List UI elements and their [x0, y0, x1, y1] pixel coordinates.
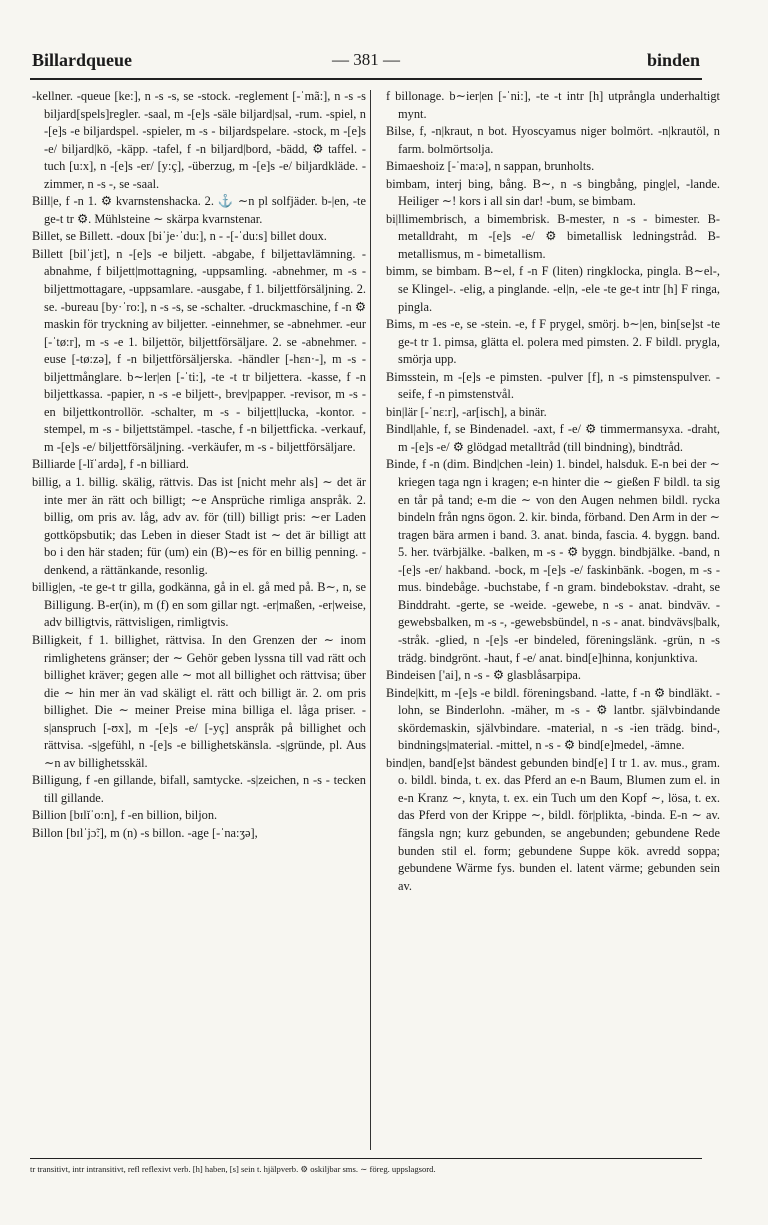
dictionary-entry: bin|lär [-ˈnɛ:r], -ar[isch], a binär. — [386, 404, 547, 419]
dictionary-entry: Billiarde [-lǐˈardə], f -n billiard. — [32, 457, 189, 472]
footer-rule — [30, 1158, 702, 1159]
page-header — [32, 50, 700, 80]
dictionary-entry: bimbam, interj bing, bång. B∼, n -s bingbång, ping|el, -lande. Heiliger ∼! kors i all sin dar! -bum, se bimbam. — [386, 176, 720, 209]
dictionary-entry: Billett [bilˈjɛt], n -[e]s -e biljett. -abgabe, f biljettavlämning. -abnahme, f biljett|mottagning, -uppsamling. -abnehmer, m -s - biljettmottagare, -uppsamlare. -ausgabe, f 1. biljettförsäljning. 2. se. -bureau [by·ˈro:], n -s -s, se -schalter. -druckmaschine, f -n ⚙ maskin för tryckning av biljetter. -einnehmer, se -abnehmer. -eur [-ˈtø:r], m -s -e 1. biljettör, biljettförsäljare. 2. se -abnehmer. -euse [-tø:zə], f -n biljettförsäljerska. -händler [-hɛn·-], m -s - biljettmånglare. b∼ler|en [-ˈti:], -te -t tr biljettera. -kasse, f -n biljettkassa. -papier, n -s -e biljett-, brev|papper. -revisor, m -s -en biljettkontrollör. -schalter, m -s - biljett|lucka, -kontor. -stempel, m -s - biljettstämpel. -tasche, f -n biljettficka. -verkauf, m -[e]s -e/ biljettförsäljning. -verkäufer, m -s - biljettförsäljare. — [32, 246, 366, 454]
left-column — [32, 88, 366, 843]
dictionary-entry: Bimaeshoiz [-ˈma:ə], n sappan, brunholts. — [386, 159, 595, 174]
abbreviation-legend: tr transitivt, intr intransitivt, refl reflexivt verb. [h] haben, [s] sein t. hjälpverb. ⚙ oskiljbar sms. ∼ föreg. uppslagsord. — [30, 1164, 436, 1174]
dictionary-entry: Bilse, f, -n|kraut, n bot. Hyoscyamus niger bolmört. -n|krautöl, n farm. bolmörtsolja. — [386, 124, 720, 156]
dictionary-entry: bimm, se bimbam. B∼el, f -n F (liten) ringklocka, pingla. B∼el-, se Klingel-. -elig, a pinglande. -el|n, -ele -te ge-t intr [h] F ringa, pingla. — [386, 264, 720, 314]
dictionary-entry: bi|llimembrisch, a bimembrisk. B-mester, n -s - bimester. B-metalldraht, m -[e]s -e/ ⚙ bimetallisk ledningstråd. B-metallismus, m - bimetallism. — [386, 211, 720, 261]
dictionary-entry: Billon [bɪlˈjɔ̃:], m (n) -s billon. -age [-ˈna:ʒə], — [32, 825, 258, 840]
dictionary-entry: Billigkeit, f 1. billighet, rättvisa. In den Grenzen der ∼ inom rimlighetens gränser; der ∼ Gehör geben lyssna till vad rätt och billighet kräver; gegen alle ∼ mot all billighet och rättvisa; über die ∼ hin mer än vad skäligt el. rätt och billigt är. 2. om pris billighet. Die ∼ meiner Preise mina billiga el. låga priser. -s|anspruch [-ʊx], m -[e]s -e/ [-yç] anspråk på billighet och rättvisa. -s|gefühl, n -[e]s -e billighetskänsla. -s|gründe, pl. Aus ∼n av billighetsskäl. — [32, 632, 366, 770]
page-number: — 381 — — [332, 50, 400, 69]
dictionary-entry: Bindeisen ['ai], n -s - ⚙ glasblåsarpipa. — [386, 668, 582, 683]
dictionary-entry: Bindl|ahle, f, se Bindenadel. -axt, f -e/ ⚙ timmermansyxa. -draht, m -[e]s -e/ ⚙ glödgad metalltråd (till bindning), bindtråd. — [386, 422, 720, 454]
dictionary-entry: billig|en, -te ge-t tr gilla, godkänna, gå in el. gå med på. B∼, n, se Billigung. B-er(in), m (f) en som gillar ngt. -er|maßen, -er|weise, adv billigtvis, rättvisligen, rimligtvis. — [32, 580, 366, 630]
header-guide-word-left: Billardqueue — [32, 50, 133, 70]
dictionary-entry: Billion [bɪlǐˈo:n], f -en billion, biljon. — [32, 808, 218, 823]
header-rule — [30, 78, 702, 80]
dictionary-entry: Bims, m -es -e, se -stein. -e, f F prygel, smörj. b∼|en, bin[se]st -te ge-t tr 1. pimsa, glätta el. polera med pimsten. 2. F bildl. prygla, smörja upp. — [386, 317, 720, 367]
dictionary-entry: Billigung, f -en gillande, bifall, samtycke. -s|zeichen, n -s - tecken till gillande. — [32, 773, 366, 805]
dictionary-entry: Billet, se Billett. -doux [biˈje·ˈdu:], n - -[-ˈdu:s] billet doux. — [32, 229, 327, 244]
column-divider — [370, 90, 371, 1150]
right-column — [386, 88, 720, 895]
dictionary-entry: Bill|e, f -n 1. ⚙ kvarnstenshacka. 2. ⚓ ∼n pl solfjäder. b-|en, -te ge-t tr ⚙. Mühlsteine ∼ skärpa kvarnstenar. — [32, 194, 366, 226]
dictionary-entry: Bimsstein, m -[e]s -e pimsten. -pulver [f], n -s pimstenspulver. -seife, f -n pimstenstvål. — [386, 369, 720, 402]
dictionary-entry: f billonage. b∼ier|en [-ˈni:], -te -t intr [h] utprångla underhaltigt mynt. — [386, 89, 720, 121]
dictionary-entry: billig, a 1. billig. skälig, rättvis. Das ist [nicht mehr als] ∼ det är inte mer än rätt och billigt; ∼e Ansprüche rimliga anspråk. 2. billig, om pris av. låg, adv av. för (till) billigt pris: ∼er Laden gottköpsbutik; das Leben in dieser Stadt ist ∼ det är billigt att bo i den här staden; für (um) ein (B)∼es för en billig penning. -denkend, a rättänkande, resonlig. — [32, 475, 366, 577]
dictionary-entry: Binde|kitt, m -[e]s -e bildl. föreningsband. -latte, f -n ⚙ bindläkt. -lohn, se Binderlohn. -mäher, m -s - ⚙ lantbr. självbindande skördemaskin, självbindare. -material, n -s -ien trädg. bind-, bindnings|material. -mittel, n -s - ⚙ bind[e]medel, -ämne. — [386, 685, 720, 753]
dictionary-entry: -kellner. -queue [ke:], n -s -s, se -stock. -reglement [-ˈmã:], n -s -s biljard[spels]regler. -saal, m -[e]s -säle biljard|sal, -rum. -spiel, n -[e]s -e biljardspel. -spieler, m -s - biljardspelare. -stock, m -[e]s -e/ biljard|kö, -käpp. -tafel, f -n biljard|bord, -bädd, ⚙ taffel. -tuch [u:x], n -[e]s -er/ [y:ç], -überzug, m -[e]s -e/ biljardkläde. -zimmer, n -s -, se -saal. — [32, 89, 366, 191]
dictionary-entry: Binde, f -n (dim. Bind|chen -lein) 1. bindel, halsduk. E-n bei der ∼ kriegen taga ngn i kragen; e-n hinter die ∼ gießen F bildl. ta sig en tår på tand; e-m die ∼ von den Augen nehmen bildl. rycka bindeln från ngns ögon. 2. kir. binda, förband. Den Arm in der ∼ tragen bära armen i band. 3. anat. binda, fascia. 4. byggn. band. 5. her. tvärbjälke. -balken, m -s - ⚙ byggn. bindbjälke. -band, n -[e]s -er/ hakband. -bock, m -[e]s -e/ faskinbänk. -bogen, m -s - mus. bindebåge. -buchstabe, f -n gram. bindebokstav. -draht, se Binddraht. -gerte, se -weide. -gewebe, n -s - anat. bindväv. -gewebsbalken, m -s -, -gewebsbündel, n -s - anat. bindvävs|balk, -stråk. -glied, n -[e]s -er bindeled, föreningslänk. -grün, n -s trädg. bindgrönt. -haut, f -e/ anat. bind[e]hinna, konjunktiva. — [386, 457, 720, 665]
dictionary-entry: bind|en, band[e]st bändest gebunden bind[e] I tr 1. av. mus., gram. o. bildl. binda, t. ex. das Pferd an e-n Baum, Blumen zum el. in e-n Kranz ∼, knyta, t. ex. ein Tuch um den Kopf ∼, lösa, t. ex. das Pferd von der Krippe ∼, bildl. för|plikta, -binda. E-n ∼ av. fängsla ngn; kurz gebunden, se angebunden; gebundene Rede bunden stil el. form; gebundene Suppe kök. avredd soppa; gebundene Wärme fys. bunden el. latent värme; gebunden sein av. — [386, 755, 720, 893]
header-guide-word-right: binden — [646, 50, 700, 70]
